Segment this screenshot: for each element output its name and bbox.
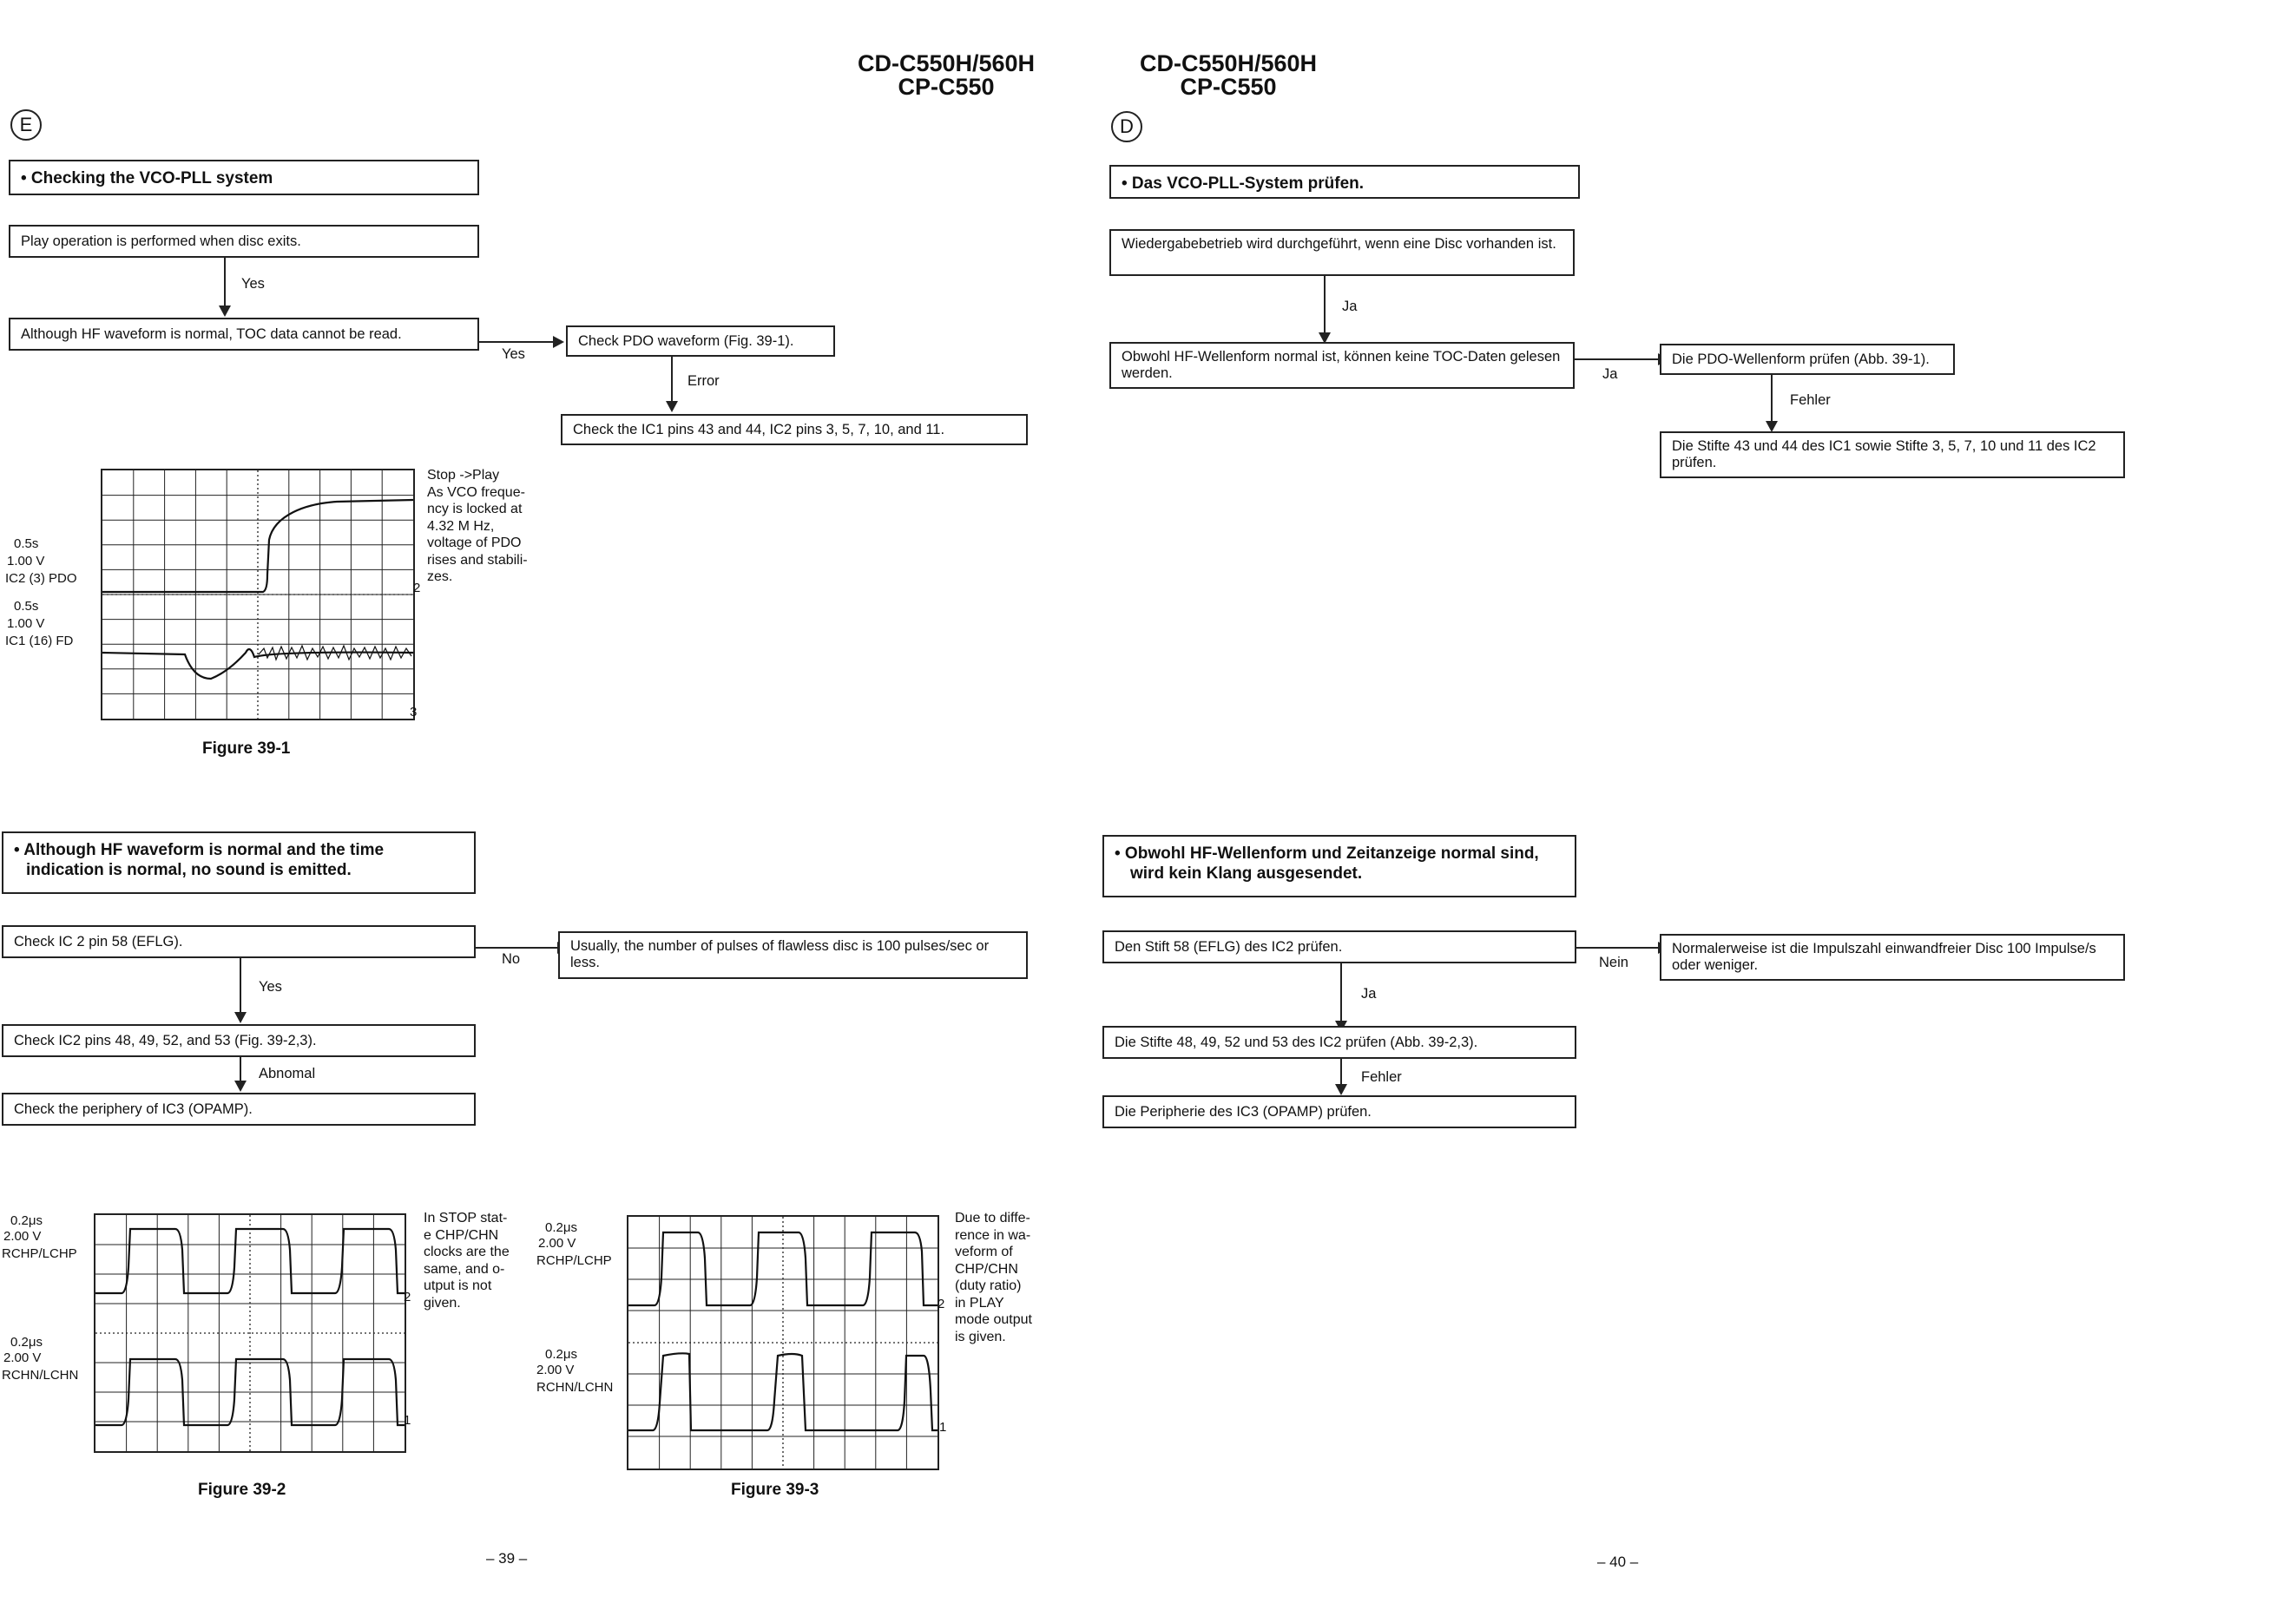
section-marker-d: D bbox=[1111, 111, 1142, 142]
fig392-ch2-time: 0.2μs bbox=[10, 1335, 43, 1350]
right-page-number: – 40 – bbox=[1597, 1554, 1639, 1570]
right-s1-fehler: Fehler bbox=[1790, 392, 1831, 408]
left-s1-yes1: Yes bbox=[241, 276, 265, 292]
right-s1-step3: Die PDO-Wellenform prüfen (Abb. 39-1). bbox=[1660, 344, 1955, 375]
fig392-ch1-time: 0.2μs bbox=[10, 1213, 43, 1228]
right-s1-ja2: Ja bbox=[1602, 366, 1618, 382]
fig392-ch1-volt: 2.00 V bbox=[3, 1229, 42, 1244]
figure-39-2-scope bbox=[94, 1213, 406, 1453]
right-s1-step4: Die Stifte 43 und 44 des IC1 sowie Stifte 3, 5, 7, 10 und 11 des IC2 prüfen. bbox=[1660, 431, 2125, 478]
fig393-ch2-volt: 2.00 V bbox=[536, 1363, 575, 1377]
fig391-ch1-time: 0.5s bbox=[14, 536, 39, 551]
right-s1-title: • Das VCO-PLL-System prüfen. bbox=[1109, 165, 1580, 199]
fig391-ch2-volt: 1.00 V bbox=[7, 616, 45, 631]
left-s2-step2: Check IC2 pins 48, 49, 52, and 53 (Fig. 39-2,3). bbox=[2, 1024, 476, 1057]
left-s1-title: • Checking the VCO-PLL system bbox=[9, 160, 479, 195]
left-model-title bbox=[807, 52, 1085, 99]
fig393-ch1-volt: 2.00 V bbox=[538, 1236, 576, 1251]
right-s2-step2: Die Stifte 48, 49, 52 und 53 des IC2 prüfen (Abb. 39-2,3). bbox=[1102, 1026, 1576, 1059]
fig391-ch2-time: 0.5s bbox=[14, 599, 39, 614]
right-s2-step3: Die Peripherie des IC3 (OPAMP) prüfen. bbox=[1102, 1095, 1576, 1128]
left-s2-yes: Yes bbox=[259, 979, 282, 995]
left-s1-step2: Although HF waveform is normal, TOC data cannot be read. bbox=[9, 318, 479, 351]
left-page-number: – 39 – bbox=[486, 1550, 528, 1567]
left-model-line2: CP-C550 bbox=[898, 74, 995, 100]
figure-39-3-caption: Figure 39-3 bbox=[731, 1481, 819, 1499]
right-model-title bbox=[1089, 52, 1367, 99]
left-s2-step1: Check IC 2 pin 58 (EFLG). bbox=[2, 925, 476, 958]
left-model-line1: CD-C550H/560H bbox=[857, 50, 1036, 76]
figure-39-1-scope bbox=[101, 469, 418, 720]
fig393-mark1: 1 bbox=[939, 1420, 947, 1435]
left-s2-no: No bbox=[502, 951, 521, 967]
left-s2-title: • Although HF waveform is normal and the time indication is normal, no sound is emitted. bbox=[2, 831, 476, 894]
right-s2-result: Normalerweise ist die Impulszahl einwandfreier Disc 100 Impulse/s oder weniger. bbox=[1660, 934, 2125, 981]
right-s1-ja1: Ja bbox=[1342, 299, 1358, 314]
right-s2-title: • Obwohl HF-Wellenform und Zeitanzeige normal sind, wird kein Klang ausgesendet. bbox=[1102, 835, 1576, 897]
right-s2-ja: Ja bbox=[1361, 986, 1377, 1002]
fig393-ch1-time: 0.2μs bbox=[545, 1220, 577, 1235]
figure-39-3-scope bbox=[627, 1215, 939, 1470]
fig391-ch2-name: IC1 (16) FD bbox=[5, 634, 74, 648]
right-s2-fehler: Fehler bbox=[1361, 1069, 1402, 1085]
fig392-ch1-name: RCHP/LCHP bbox=[2, 1246, 77, 1261]
fig393-note: Due to diffe- rence in wa- veform of CHP/CHN (duty ratio) in PLAY mode output is given. bbox=[955, 1211, 1032, 1344]
left-s1-step1: Play operation is performed when disc exits. bbox=[9, 225, 479, 258]
fig391-mark3: 3 bbox=[410, 705, 418, 720]
left-s1-error: Error bbox=[687, 373, 720, 389]
figure-39-2-caption: Figure 39-2 bbox=[198, 1481, 286, 1499]
right-s1-step2: Obwohl HF-Wellenform normal ist, können keine TOC-Daten gelesen werden. bbox=[1109, 342, 1575, 389]
left-s2-step3: Check the periphery of IC3 (OPAMP). bbox=[2, 1093, 476, 1126]
fig391-mark2: 2 bbox=[413, 581, 421, 595]
right-model-line2: CP-C550 bbox=[1180, 74, 1277, 100]
left-s2-abnormal: Abnomal bbox=[259, 1066, 316, 1081]
fig392-ch2-name: RCHN/LCHN bbox=[2, 1368, 79, 1383]
fig393-ch2-name: RCHN/LCHN bbox=[536, 1380, 614, 1395]
right-model-line1: CD-C550H/560H bbox=[1139, 50, 1318, 76]
right-s1-step1: Wiedergabebetrieb wird durchgeführt, wenn eine Disc vorhanden ist. bbox=[1109, 229, 1575, 276]
left-s1-step4: Check the IC1 pins 43 and 44, IC2 pins 3, 5, 7, 10, and 11. bbox=[561, 414, 1028, 445]
fig393-mark2: 2 bbox=[937, 1297, 945, 1311]
fig392-note: In STOP stat- e CHP/CHN clocks are the same, and o- utput is not given. bbox=[424, 1211, 510, 1311]
right-s2-step1: Den Stift 58 (EFLG) des IC2 prüfen. bbox=[1102, 930, 1576, 963]
figure-39-1-caption: Figure 39-1 bbox=[202, 739, 291, 758]
left-s1-step3: Check PDO waveform (Fig. 39-1). bbox=[566, 325, 835, 357]
fig393-ch2-time: 0.2μs bbox=[545, 1347, 577, 1362]
fig392-ch2-volt: 2.00 V bbox=[3, 1350, 42, 1365]
fig392-mark1: 1 bbox=[404, 1413, 411, 1428]
fig391-ch1-name: IC2 (3) PDO bbox=[5, 571, 77, 586]
fig391-note: Stop ->Play As VCO freque- ncy is locked at 4.32 M Hz, voltage of PDO rises and stabili- zes. bbox=[427, 468, 528, 584]
left-s1-yes2: Yes bbox=[502, 346, 525, 362]
left-s2-result: Usually, the number of pulses of flawless disc is 100 pulses/sec or less. bbox=[558, 931, 1028, 979]
section-marker-e: E bbox=[10, 109, 42, 141]
fig391-ch1-volt: 1.00 V bbox=[7, 554, 45, 568]
fig392-mark2: 2 bbox=[404, 1290, 411, 1304]
right-s2-nein: Nein bbox=[1599, 955, 1628, 970]
fig393-ch1-name: RCHP/LCHP bbox=[536, 1253, 612, 1268]
